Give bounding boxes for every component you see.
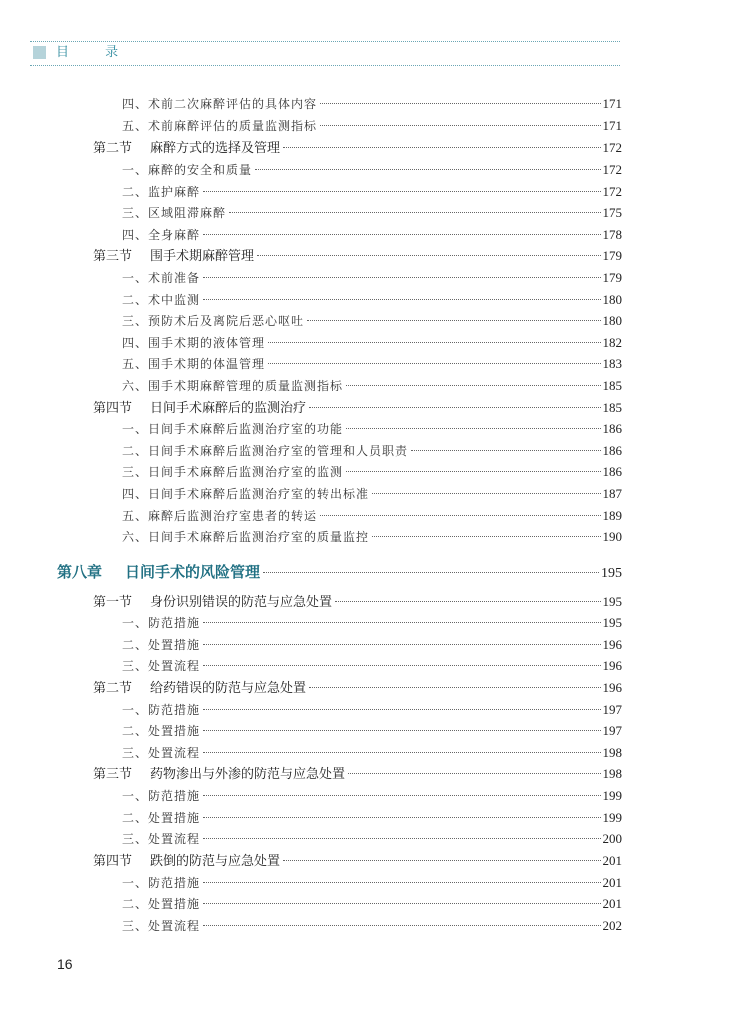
toc-entry-title: 围手术期的液体管理 <box>148 336 266 350</box>
toc-entry[interactable] <box>122 744 622 762</box>
toc-entry-title: 区域阻滞麻醉 <box>148 206 227 220</box>
toc-entry-title: 术前准备 <box>148 271 201 285</box>
toc-section-number: 第二节 <box>93 141 133 156</box>
toc-entry[interactable] <box>122 291 622 309</box>
toc-entry-title: 处置流程 <box>148 659 201 673</box>
toc-entry-title: 日间手术麻醉后监测治疗室的质量监控 <box>148 530 370 544</box>
dot-leader <box>229 212 600 213</box>
toc-entry-number: 三、 <box>122 206 149 220</box>
toc-entry-number: 二、 <box>122 444 149 458</box>
toc-entry-number: 一、 <box>122 163 149 177</box>
dot-leader <box>203 234 600 235</box>
toc-entry[interactable] <box>122 701 622 719</box>
toc-section[interactable] <box>93 247 622 265</box>
toc-entry-page: 171 <box>602 118 622 133</box>
toc-entry-page: 182 <box>602 335 622 350</box>
toc-section[interactable] <box>93 765 622 783</box>
toc-entry[interactable] <box>122 269 622 287</box>
toc-section[interactable] <box>93 593 622 611</box>
toc-entry-title: 处置流程 <box>148 746 201 760</box>
dot-leader <box>309 407 600 408</box>
toc-chapter-title: 日间手术的风险管理 <box>125 563 261 581</box>
toc-entry-title: 处置措施 <box>148 724 201 738</box>
toc-entry[interactable] <box>122 95 622 113</box>
toc-entry[interactable] <box>122 722 622 740</box>
dot-leader <box>203 644 600 645</box>
toc-entry-number: 三、 <box>122 832 149 846</box>
toc-entry-number: 三、 <box>122 465 149 479</box>
toc-entry-number: 三、 <box>122 314 149 328</box>
toc-entry-page: 197 <box>602 702 622 717</box>
toc-entry-page: 197 <box>602 723 622 738</box>
toc-entry-page: 196 <box>602 658 622 673</box>
toc-entry-number: 六、 <box>122 379 149 393</box>
toc-entry-title: 防范措施 <box>148 789 201 803</box>
dot-leader <box>320 515 600 516</box>
toc-entry-number: 二、 <box>122 897 149 911</box>
toc-entry-title: 处置措施 <box>148 811 201 825</box>
toc-entry-title: 日间手术麻醉后监测治疗室的功能 <box>148 422 344 436</box>
toc-entry-title: 麻醉的安全和质量 <box>148 163 253 177</box>
toc-entry[interactable] <box>122 183 622 201</box>
dot-leader <box>346 428 600 429</box>
toc-entry-page: 202 <box>602 918 622 933</box>
toc-entry[interactable] <box>122 485 622 503</box>
dot-leader <box>203 277 600 278</box>
toc-entry[interactable] <box>122 226 622 244</box>
toc-entry-page: 199 <box>602 788 622 803</box>
toc-entry[interactable] <box>122 787 622 805</box>
toc-entry-page: 185 <box>602 378 622 393</box>
toc-section-title: 药物渗出与外渗的防范与应急处置 <box>150 767 346 782</box>
toc-entry-page: 198 <box>602 745 622 760</box>
dot-leader <box>203 752 600 753</box>
toc-entry-page: 200 <box>602 831 622 846</box>
page-number: 16 <box>57 956 73 972</box>
toc-entry-page: 189 <box>602 508 622 523</box>
toc-entry-title: 处置流程 <box>148 832 201 846</box>
dot-leader <box>335 601 600 602</box>
toc-entry[interactable] <box>122 636 622 654</box>
toc-entry-page: 201 <box>602 896 622 911</box>
dot-leader <box>263 572 599 573</box>
dot-leader <box>203 730 600 731</box>
toc-entry-title: 全身麻醉 <box>148 228 201 242</box>
toc-entry-title: 日间手术麻醉后监测治疗室的管理和人员职责 <box>148 444 409 458</box>
toc-entry-title: 防范措施 <box>148 616 201 630</box>
toc-entry-page: 186 <box>602 464 622 479</box>
dot-leader <box>203 838 600 839</box>
toc-section-page: 179 <box>602 248 622 263</box>
toc-entry[interactable] <box>122 874 622 892</box>
toc-entry[interactable] <box>122 161 622 179</box>
dot-leader <box>307 320 600 321</box>
dot-leader <box>203 191 600 192</box>
toc-section-page: 185 <box>602 400 622 415</box>
toc-entry-page: 186 <box>602 421 622 436</box>
toc-section-title: 身份识别错误的防范与应急处置 <box>150 595 333 610</box>
toc-entry-number: 一、 <box>122 616 149 630</box>
toc-entry-page: 175 <box>602 205 622 220</box>
toc-section[interactable] <box>93 139 622 157</box>
toc-entry[interactable] <box>122 117 622 135</box>
dot-leader <box>346 385 600 386</box>
dot-leader <box>320 103 600 104</box>
toc-entry-title: 围手术期的体温管理 <box>148 357 266 371</box>
dot-leader <box>203 299 600 300</box>
dot-leader <box>203 665 600 666</box>
dot-leader <box>283 860 600 861</box>
toc-entry-title: 围手术期麻醉管理的质量监测指标 <box>148 379 344 393</box>
toc-entry-number: 五、 <box>122 509 149 523</box>
dot-leader <box>257 255 600 256</box>
toc-entry-page: 195 <box>602 615 622 630</box>
toc-entry-page: 180 <box>602 313 622 328</box>
toc-entry-number: 二、 <box>122 185 149 199</box>
dot-leader <box>411 450 600 451</box>
dot-leader <box>348 773 600 774</box>
dot-leader <box>203 795 600 796</box>
toc-entry-number: 一、 <box>122 789 149 803</box>
toc-entry-number: 二、 <box>122 638 149 652</box>
toc-entry-title: 防范措施 <box>148 703 201 717</box>
toc-entry-title: 监护麻醉 <box>148 185 201 199</box>
toc-entry-page: 199 <box>602 810 622 825</box>
toc-entry-number: 四、 <box>122 336 149 350</box>
toc-section-title: 给药错误的防范与应急处置 <box>150 681 307 696</box>
dot-leader <box>255 169 600 170</box>
dot-leader <box>203 882 600 883</box>
toc-section-title: 日间手术麻醉后的监测治疗 <box>150 401 307 416</box>
dot-leader <box>203 925 600 926</box>
toc-chapter-number: 第八章 <box>57 563 103 581</box>
header-title: 目 录 <box>56 45 135 60</box>
toc-entry[interactable] <box>122 355 622 373</box>
toc-entry-title: 处置措施 <box>148 638 201 652</box>
toc-entry[interactable] <box>122 507 622 525</box>
toc-section[interactable] <box>93 399 622 417</box>
toc-entry-title: 术前麻醉评估的质量监测指标 <box>148 119 318 133</box>
toc-entry[interactable] <box>122 809 622 827</box>
toc-entry-number: 五、 <box>122 357 149 371</box>
toc-entry-page: 183 <box>602 356 622 371</box>
toc-entry-number: 五、 <box>122 119 149 133</box>
toc-entry-number: 二、 <box>122 811 149 825</box>
dot-leader <box>283 147 600 148</box>
toc-section-page: 172 <box>602 140 622 155</box>
toc-section-number: 第四节 <box>93 401 133 416</box>
toc-entry[interactable] <box>122 528 622 546</box>
toc-entry-page: 190 <box>602 529 622 544</box>
dot-leader <box>346 471 600 472</box>
dot-leader <box>372 536 600 537</box>
toc-entry-number: 六、 <box>122 530 149 544</box>
toc-entry-title: 处置流程 <box>148 919 201 933</box>
toc-entry-page: 187 <box>602 486 622 501</box>
toc-section-number: 第二节 <box>93 681 133 696</box>
toc-section-title: 围手术期麻醉管理 <box>150 249 255 264</box>
toc-section-page: 198 <box>602 766 622 781</box>
toc-section-title: 跌倒的防范与应急处置 <box>150 854 281 869</box>
toc-entry-title: 日间手术麻醉后监测治疗室的转出标准 <box>148 487 370 501</box>
toc-entry-page: 186 <box>602 443 622 458</box>
toc-section-title: 麻醉方式的选择及管理 <box>150 141 281 156</box>
toc-entry-page: 201 <box>602 875 622 890</box>
toc-entry-title: 处置措施 <box>148 897 201 911</box>
dot-leader <box>203 817 600 818</box>
toc-entry-page: 179 <box>602 270 622 285</box>
toc-section-page: 196 <box>602 680 622 695</box>
toc-entry[interactable] <box>122 420 622 438</box>
toc-entry[interactable] <box>122 463 622 481</box>
toc-entry-number: 三、 <box>122 659 149 673</box>
dot-leader <box>372 493 600 494</box>
toc-section-number: 第三节 <box>93 249 133 264</box>
toc-section[interactable] <box>93 679 622 697</box>
toc-entry[interactable] <box>122 830 622 848</box>
toc-entry-page: 172 <box>602 162 622 177</box>
toc-chapter[interactable] <box>57 561 622 583</box>
dot-leader <box>268 363 600 364</box>
toc-entry[interactable] <box>122 204 622 222</box>
toc-section-number: 第四节 <box>93 854 133 869</box>
toc-entry-page: 172 <box>602 184 622 199</box>
toc-entry-title: 麻醉后监测治疗室患者的转运 <box>148 509 318 523</box>
toc-entry[interactable] <box>122 614 622 632</box>
toc-entry-title: 预防术后及离院后恶心呕吐 <box>148 314 305 328</box>
toc-entry-title: 术中监测 <box>148 293 201 307</box>
toc-entry-number: 四、 <box>122 228 149 242</box>
toc-entry-number: 二、 <box>122 724 149 738</box>
dot-leader <box>203 622 600 623</box>
toc-entry[interactable] <box>122 442 622 460</box>
toc-entry-number: 一、 <box>122 422 149 436</box>
toc-section-number: 第三节 <box>93 767 133 782</box>
dot-leader <box>203 709 600 710</box>
toc-entry-number: 二、 <box>122 293 149 307</box>
toc-entry-title: 防范措施 <box>148 876 201 890</box>
toc-entry[interactable] <box>122 377 622 395</box>
dot-leader <box>309 687 600 688</box>
toc-entry-number: 四、 <box>122 487 149 501</box>
toc-entry-page: 171 <box>602 96 622 111</box>
toc-entry-page: 178 <box>602 227 622 242</box>
toc-entry-number: 三、 <box>122 746 149 760</box>
toc-entry[interactable] <box>122 917 622 935</box>
toc-entry-number: 三、 <box>122 919 149 933</box>
toc-entry-number: 一、 <box>122 703 149 717</box>
toc-entry-page: 180 <box>602 292 622 307</box>
toc-entry[interactable] <box>122 895 622 913</box>
toc-entry-number: 四、 <box>122 97 149 111</box>
toc-entry[interactable] <box>122 657 622 675</box>
toc-entry-title: 日间手术麻醉后监测治疗室的监测 <box>148 465 344 479</box>
toc-section[interactable] <box>93 852 622 870</box>
dot-leader <box>320 125 600 126</box>
toc-entry-number: 一、 <box>122 876 149 890</box>
toc-entry[interactable] <box>122 312 622 330</box>
toc-entry-page: 196 <box>602 637 622 652</box>
toc-entry-number: 一、 <box>122 271 149 285</box>
toc-section-page: 201 <box>602 853 622 868</box>
toc-chapter-page: 195 <box>601 566 622 581</box>
toc-section-page: 195 <box>602 594 622 609</box>
toc-entry-title: 术前二次麻醉评估的具体内容 <box>148 97 318 111</box>
dot-leader <box>268 342 600 343</box>
toc-section-number: 第一节 <box>93 595 133 610</box>
toc-entry[interactable] <box>122 334 622 352</box>
dot-leader <box>203 903 600 904</box>
